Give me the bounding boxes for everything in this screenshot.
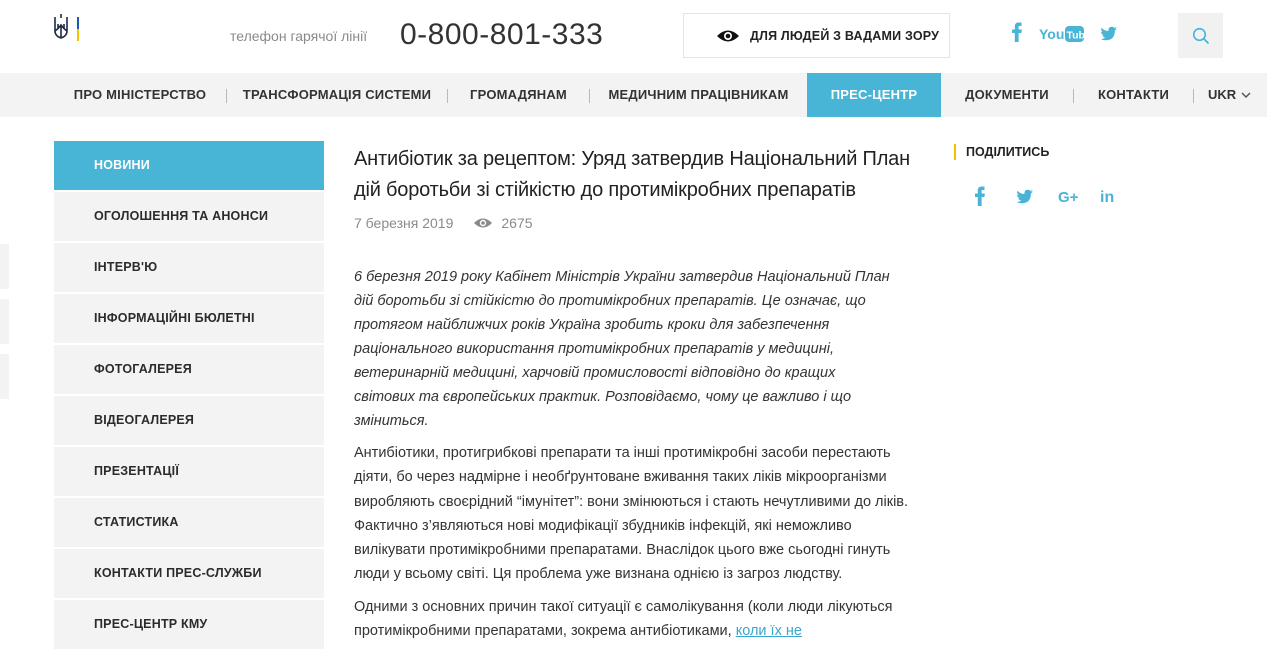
search-icon [1192, 27, 1210, 45]
facebook-icon[interactable] [1011, 22, 1023, 46]
vision-button-label: ДЛЯ ЛЮДЕЙ З ВАДАМИ ЗОРУ [750, 28, 940, 43]
trident-icon [53, 13, 69, 41]
svg-text:G+: G+ [1058, 189, 1079, 206]
article-paragraph [354, 595, 924, 644]
eye-icon [716, 29, 740, 43]
share-title: ПОДІЛИТИСЬ [954, 144, 1154, 160]
article [354, 144, 924, 643]
nav-item-system-transformation[interactable]: ТРАНСФОРМАЦІЯ СИСТЕМИ [242, 87, 432, 102]
article-date: 7 березня 2019 [354, 215, 454, 231]
article-lead: 6 березня 2019 року Кабінет Міністрів України затвердив Національний План дій боротьби зі стійкістю до протимікробних препаратів. Це означає, що протягом найближчих років Україна зробить кроки для забезпечення раціонального використання протимікробних препаратів у медицині, ветеринарній медицині, харчовій промисловості відповідно до кращих світових та європейських практик. Розповідаємо, чому це важливо і що зміниться. [354, 269, 890, 429]
site-header [0, 0, 1267, 73]
sidebar-item-video-gallery[interactable]: ВІДЕОГАЛЕРЕЯ [54, 396, 324, 445]
share-block [954, 144, 1154, 216]
nav-item-contacts[interactable]: КОНТАКТИ [1097, 87, 1170, 102]
share-icons [954, 186, 1154, 216]
search-button[interactable] [1178, 13, 1223, 58]
edge-tab [0, 299, 9, 344]
sidebar-item-bulletins[interactable]: ІНФОРМАЦІЙНІ БЮЛЕТНІ [54, 294, 324, 343]
press-center-sidebar [54, 141, 324, 651]
sidebar-item-interviews[interactable]: ІНТЕРВ'Ю [54, 243, 324, 292]
paragraph-text: Одними з основних причин такої ситуації є самолікування (коли люди лікуються протимікробними препаратами, зокрема антибіотиками, [354, 598, 893, 640]
article-paragraph: Антибіотики, протигрибкові препарати та інші протимікробні засоби перестають діяти, бо через надмірне і необґрунтоване вживання таких ліків мікроорганізми виробляють своєрідний “імунітет”: вони змінюються і стають нечутливими до ліків. Фактично з’являються нові модифікації збудників інфекцій, які неможливо вилікувати протимікробними препаратами. Внаслідок цього вже сьогодні гинуть люди у всьому світі. Ця проблема уже визнана однією із загроз людству. [354, 445, 909, 583]
article-views: 2675 [501, 215, 533, 231]
sidebar-item-announcements[interactable]: ОГОЛОШЕННЯ ТА АНОНСИ [54, 192, 324, 241]
google-plus-icon[interactable] [1058, 186, 1084, 208]
article-title: Антибіотик за рецептом: Уряд затвердив Національний План дій боротьби зі стійкістю до протимікробних препаратів [354, 148, 910, 201]
vision-impaired-button[interactable] [683, 13, 950, 58]
svg-text:in: in [1100, 189, 1115, 206]
article-meta [354, 213, 924, 233]
chevron-down-icon[interactable] [1240, 90, 1252, 100]
flag-yellow-stripe [77, 29, 79, 41]
nav-item-about-ministry[interactable]: ПРО МІНІСТЕРСТВО [73, 87, 207, 102]
ministry-logo[interactable] [53, 13, 83, 41]
nav-item-documents[interactable]: ДОКУМЕНТИ [965, 87, 1049, 102]
nav-item-press-center[interactable]: ПРЕС-ЦЕНТР [807, 73, 941, 117]
hotline-label: телефон гарячої лінії [230, 28, 368, 44]
edge-tab [0, 354, 9, 399]
twitter-icon[interactable] [1100, 22, 1118, 46]
sidebar-item-statistics[interactable]: СТАТИСТИКА [54, 498, 324, 547]
sidebar-item-news[interactable]: НОВИНИ [54, 141, 324, 190]
twitter-icon[interactable] [1016, 186, 1034, 208]
hotline-number[interactable]: 0-800-801-333 [400, 18, 604, 51]
flag-blue-stripe [77, 17, 79, 29]
edge-tab [0, 244, 9, 289]
svg-text:You: You [1039, 26, 1065, 42]
facebook-icon[interactable] [974, 186, 986, 208]
nav-item-citizens[interactable]: ГРОМАДЯНАМ [470, 87, 567, 102]
views-eye-icon [473, 217, 493, 229]
sidebar-item-presentations[interactable]: ПРЕЗЕНТАЦІЇ [54, 447, 324, 496]
youtube-icon[interactable] [1039, 22, 1091, 46]
main-navigation [0, 73, 1267, 117]
linkedin-icon[interactable] [1100, 186, 1120, 208]
nav-divider [1193, 89, 1194, 103]
sidebar-item-cabinet-press-center[interactable]: ПРЕС-ЦЕНТР КМУ [54, 600, 324, 649]
svg-text:Tube: Tube [1066, 29, 1091, 42]
nav-item-medical-workers[interactable]: МЕДИЧНИМ ПРАЦІВНИКАМ [608, 87, 789, 102]
language-selector[interactable]: UKR [1208, 87, 1237, 102]
sidebar-item-photo-gallery[interactable]: ФОТОГАЛЕРЕЯ [54, 345, 324, 394]
sidebar-item-press-contacts[interactable]: КОНТАКТИ ПРЕС-СЛУЖБИ [54, 549, 324, 598]
article-inline-link[interactable]: коли їх не [735, 623, 802, 640]
